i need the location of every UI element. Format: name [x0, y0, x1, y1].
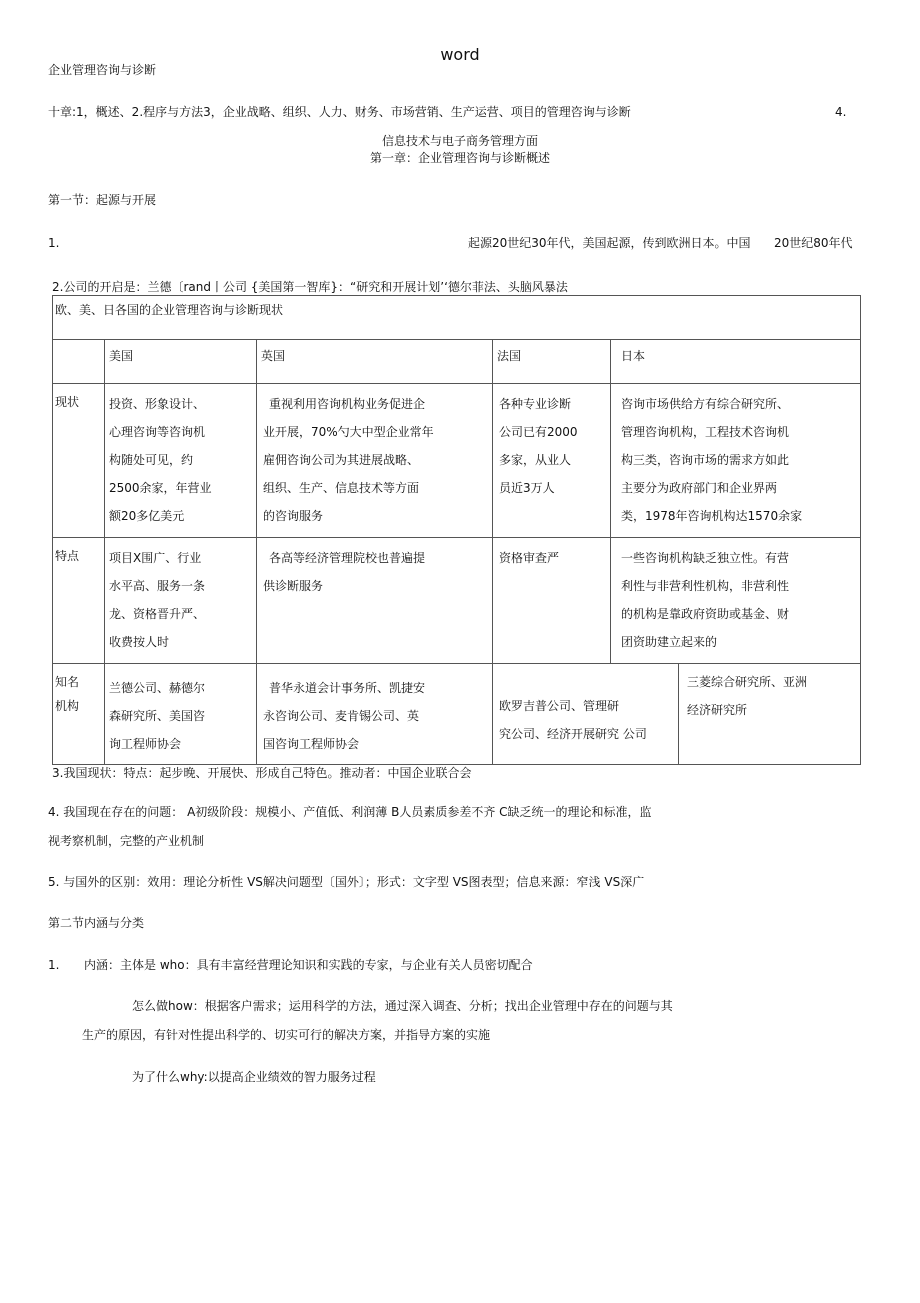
outline-num: 4.: [835, 105, 847, 119]
table-caption: 欧、美、日各国的企业管理咨询与诊断现状: [55, 303, 284, 317]
header-empty: [53, 340, 105, 384]
header-usa: 美国: [105, 340, 257, 384]
p2-text: 2.公司的开启是：兰德〔rand丨公司 {美国第一智库}：“研究和开展计划’‘德尔菲法、头脑风暴法: [52, 280, 568, 294]
cell-jp: 咨询市场供给方有综合研究所、 管理咨询机构，工程技术咨询机 构三类，咨询市场的需求方如此 主要分为政府部门和企业界两 类，1978年咨询机构达1570余家: [611, 384, 861, 538]
p1-text: 起源20世纪30年代，美国起源，传到欧洲日本。中国: [468, 236, 751, 250]
header-jp: 日本: [611, 340, 861, 384]
table-row: [53, 664, 861, 765]
cell-fr: 欧罗吉普公司、管理研 究公司、经济开展研究 公司: [493, 664, 679, 764]
outline-line: 十章:1，概述、2.程序与方法3，企业战略、组织、人力、财务、市场营销、生产运营、项目的管理咨询与诊断: [48, 105, 631, 119]
doc-title: 企业管理咨询与诊断: [48, 63, 157, 77]
header-fr: 法国: [493, 340, 611, 384]
table-caption-cell: [53, 296, 861, 340]
cell-fr: 各种专业诊断 公司已有2000 多家，从业人 员近3万人: [493, 384, 611, 538]
header-uk: 英国: [257, 340, 493, 384]
p4-text-a: 4. 我国现在存在的问题： A初级阶段：规模小、产值低、利润薄 B人员素质参差不齐 C缺乏统一的理论和标准，监: [48, 805, 652, 819]
table-row: [53, 538, 861, 664]
cell-usa: 项目X围广、行业 水平高、服务一条 龙、资格晋升严、 收费按人时: [105, 538, 257, 664]
p4-text-b: 视考察机制，完整的产业机制: [48, 834, 205, 848]
row-label: 特点: [53, 538, 105, 664]
cell-jp: 一些咨询机构缺乏独立性。有营 利性与非营利性机构，非营利性 的机构是靠政府资助或基金、财 团资助建立起来的: [611, 538, 861, 664]
cell-usa: 投资、形象设计、 心理咨询等咨询机 构随处可见，约 2500余家，年营业 额20多亿美元: [105, 384, 257, 538]
p1-tail: 20世纪80年代: [774, 236, 853, 250]
s2-how-b: 生产的原因，有针对性提出科学的、切实可行的解决方案，并指导方案的实施: [82, 1028, 491, 1042]
row-label: 现状: [53, 384, 105, 538]
chapter-title: 第一章：企业管理咨询与诊断概述: [369, 151, 550, 165]
cell-usa: 兰德公司、赫德尔 森研究所、美国咨 询工程师协会: [105, 664, 257, 765]
cell-fr: 资格审查严: [493, 538, 611, 664]
cell-fr-jp: [493, 664, 861, 765]
status-table: [52, 295, 861, 765]
cell-jp: 三菱综合研究所、亚洲 经济研究所: [687, 675, 808, 717]
cell-uk: 各高等经济管理院校也普遍提 供诊断服务: [257, 538, 493, 664]
outline-line2: 信息技术与电子商务管理方面: [381, 134, 538, 148]
section1-title: 第一节：起源与开展: [48, 193, 157, 207]
section2-title: 第二节内涵与分类: [48, 916, 145, 930]
table-row: [53, 384, 861, 538]
s2-p1-text: 内涵：主体是 who：具有丰富经营理论知识和实践的专家，与企业有关人员密切配合: [84, 958, 533, 972]
p5-text: 5. 与国外的区别：效用：理论分析性 VS解决问题型〔国外〕；形式：文字型 VS图表型；信息来源：窄浅 VS深广: [48, 875, 645, 889]
cell-uk: 普华永道会计事务所、凯捷安 永咨询公司、麦肯锡公司、英 国咨询工程师协会: [257, 664, 493, 765]
s2-why: 为了什么why:以提高企业绩效的智力服务过程: [132, 1070, 376, 1084]
s2-how-a: 怎么做how：根据客户需求；运用科学的方法，通过深入调查、分析；找出企业管理中存在的问题与其: [132, 999, 673, 1013]
p3-text: 3.我国现状：特点：起步晚、开展快、形成自己特色。推动者：中国企业联合会: [52, 766, 472, 780]
p1-num: 1.: [48, 236, 60, 250]
header-word: word: [440, 45, 480, 64]
row-label: 知名 机构: [53, 664, 105, 765]
s2-p1-num: 1.: [48, 958, 60, 972]
cell-uk: 重视利用咨询机构业务促进企 业开展，70%勺大中型企业常年 雇佣咨询公司为其进展战略、 组织、生产、信息技术等方面 的咨询服务: [257, 384, 493, 538]
